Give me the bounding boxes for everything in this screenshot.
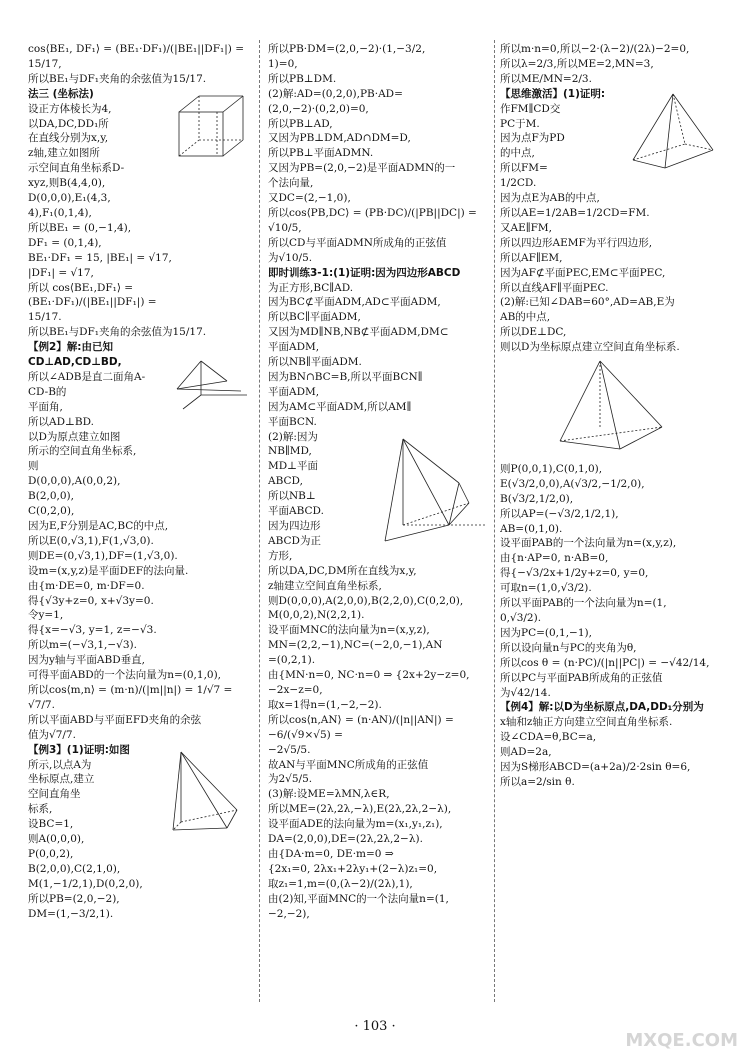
- text-line: MN=(2,2,−1),NC=(−2,0,−1),AN: [268, 639, 443, 652]
- text-line: 所以四边形AEMF为平行四边形,: [500, 236, 653, 249]
- text-line: 0,√3/2).: [500, 612, 542, 624]
- text-line: 所以PB=(2,0,−2),: [28, 892, 120, 905]
- watermark: [602, 994, 742, 1058]
- cube-figure: [172, 89, 252, 163]
- text-line: 个法向量,: [268, 177, 314, 190]
- text-line: 所以平面ABD与平面EFD夹角的余弦: [28, 713, 202, 726]
- text-line: 作FM∥CD交: [500, 102, 561, 115]
- text-line: 则A(0,0,0),: [28, 833, 85, 846]
- text-line: (2)解:已知∠DAB=60°,AD=AB,E为: [500, 296, 675, 309]
- text-line: 则: [28, 460, 39, 473]
- text-line: M(1,−1/2,1),D(0,2,0),: [28, 877, 143, 890]
- pyramid-figure-2: [624, 89, 722, 175]
- text-line: 所以PB·DM=(2,0,−2)·(1,−3/2,: [268, 43, 426, 55]
- text-line: z轴,建立如图所: [28, 147, 100, 160]
- text-line: (2)解:因为: [268, 430, 318, 443]
- col3-intro: [500, 42, 722, 87]
- practice-text: [268, 266, 490, 430]
- text-line: B(2,0,0),: [28, 490, 74, 503]
- text-line: =(0,2,1).: [268, 654, 316, 667]
- text-line: 为正方形,BC∥AD.: [268, 281, 354, 294]
- text-line: 为√10/5.: [268, 251, 313, 264]
- text-line: 所以∠ADB是直二面角A-CD-B的: [28, 370, 146, 398]
- text-line: 得{x=−√3, y=1, z=−√3.: [28, 624, 157, 637]
- text-line: 因为BC⊄平面ADM,AD⊂平面ADM,: [268, 296, 441, 309]
- text-line: 所以直线AF∥平面PEC.: [500, 281, 609, 294]
- text-line: 故AN与平面MNC所成角的正弦值: [268, 758, 429, 771]
- text-line: 所以PB⊥平面ADMN.: [268, 147, 374, 160]
- text-line: 【思维激活】(1)证明:: [500, 87, 606, 100]
- text-line: 所以BE₁ = (0,−1,4),: [28, 221, 132, 234]
- text-line: 所以CD与平面ADMN所成角的正弦值: [268, 236, 447, 249]
- text-line: 1)=0,: [268, 57, 298, 70]
- text-line: 所以 cos⟨BE₁,DF₁⟩ = (BE₁·DF₁)/(|BE₁||DF₁|) =: [28, 281, 157, 309]
- text-line: 得{−√3/2x+1/2y+z=0, y=0,: [500, 567, 649, 580]
- text-line: 所以ME=(2λ,2λ,−λ),E(2λ,2λ,2−λ),: [268, 803, 452, 816]
- text-line: 的中点,: [500, 147, 535, 160]
- text-line: 因为y轴与平面ABD垂直,: [28, 654, 145, 667]
- text-line: 设平面ADE的法向量为m=(x₁,y₁,z₁),: [268, 818, 443, 831]
- text-line: 因为点F为PD: [500, 132, 565, 145]
- text-line: 所以m·n=0,所以−2·(λ−2)/(2λ)−2=0,: [500, 43, 690, 55]
- text-line: 平面ADM,: [268, 341, 320, 354]
- text-line: DF₁ = (0,1,4),: [28, 236, 102, 249]
- tetra-figure-1: [170, 354, 252, 416]
- text-line: B(√3/2,1/2,0),: [500, 492, 574, 505]
- text-line: 令y=1,: [28, 609, 64, 622]
- column-right: [500, 42, 722, 1007]
- text-line: 示空间直角坐标系D-: [28, 162, 125, 175]
- text-line: 所以NB⊥: [268, 490, 316, 503]
- text-line: 1/2CD.: [500, 177, 537, 190]
- text-line: M(0,0,2),N(2,2,1).: [268, 609, 365, 622]
- text-line: 则P(0,0,1),C(0,1,0),: [500, 462, 603, 475]
- text-line: 因为E,F分别是AC,BC的中点,: [28, 520, 169, 532]
- text-line: 所以cos⟨PB,DC⟩ = (PB·DC)/(|PB||DC|) = √10/5,: [268, 206, 481, 234]
- text-line: 所以m=(−√3,1,−√3).: [28, 639, 137, 652]
- text-line: 所以BE₁与DF₁夹角的余弦值为15/17.: [28, 326, 207, 339]
- text-line: 所以λ=2/3,所以ME=2,MN=3,: [500, 57, 654, 70]
- example4-text: [500, 700, 722, 789]
- text-line: 【例3】(1)证明:如图: [28, 743, 130, 756]
- text-line: 所以FM=: [500, 162, 548, 175]
- text-line: 所以ME/MN=2/3.: [500, 72, 592, 85]
- col1-calc: [28, 221, 252, 340]
- text-line: BE₁·DF₁ = 15, |BE₁| = √17,: [28, 251, 172, 264]
- text-line: (2,0,−2)·(0,2,0)=0,: [268, 102, 369, 115]
- text-line: 则DE=(0,√3,1),DF=(1,√3,0).: [28, 549, 178, 562]
- text-line: (2)解:AD=(0,2,0),PB·AD=: [268, 87, 403, 100]
- text-line: 可得平面ABD的一个法向量为n=(0,1,0),: [28, 669, 222, 682]
- column-left: [28, 42, 252, 1007]
- text-line: 取x=1得n=(1,−2,−2).: [268, 698, 382, 711]
- text-line: DA=(2,0,0),DE=(2λ,2λ,2−λ).: [268, 833, 423, 846]
- col3-proof: [500, 191, 722, 355]
- text-line: B(2,0,0),C(2,1,0),: [28, 862, 121, 875]
- text-line: 得{√3y+z=0, x+√3y=0.: [28, 594, 154, 607]
- text-line: C(0,2,0),: [28, 505, 75, 518]
- text-line: ABCD为正: [268, 534, 321, 547]
- text-line: 由{MN·n=0, NC·n=0 ⇒ {2x+2y−z=0, −2x−z=0,: [268, 669, 473, 696]
- text-line: 所以E(0,√3,1),F(1,√3,0).: [28, 534, 154, 547]
- text-line: D(0,0,0),A(0,0,2),: [28, 475, 121, 488]
- text-line: 平面角,: [28, 400, 63, 413]
- text-line: cos⟨BE₁, DF₁⟩ = (BE₁·DF₁)/(|BE₁||DF₁|) = 15/17,: [28, 43, 248, 70]
- text-line: 又因为PB=(2,0,−2)是平面ADMN的一: [268, 162, 456, 175]
- text-line: 由{m·DE=0, m·DF=0.: [28, 579, 145, 592]
- text-line: 因为BN∩BC=B,所以平面BCN∥: [268, 370, 423, 383]
- text-line: ABCD,: [268, 475, 303, 488]
- text-line: 在直线分别为x,y,: [28, 132, 109, 145]
- text-line: 可取n=(1,0,√3/2).: [500, 582, 592, 595]
- text-line: AB的中点,: [500, 311, 551, 324]
- text-line: 所以BC∥平面ADM,: [268, 311, 361, 324]
- text-line: 设m=(x,y,z)是平面DEF的法向量.: [28, 564, 189, 577]
- text-line: 4),F₁(0,1,4),: [28, 206, 92, 219]
- text-line: 所以AE=1/2AB=1/2CD=FM.: [500, 206, 650, 219]
- text-line: 则D(0,0,0),A(2,0,0),B(2,2,0),C(0,2,0),: [268, 594, 464, 607]
- text-line: 所示,以点A为: [28, 758, 92, 771]
- text-line: 又因为PB⊥DM,AD∩DM=D,: [268, 132, 411, 145]
- text-line: x轴和z轴正方向建立空间直角坐标系.: [500, 716, 673, 729]
- text-line: 又AE∥FM,: [500, 221, 552, 234]
- text-line: z轴建立空间直角坐标系,: [268, 579, 382, 592]
- text-line: 法三 (坐标法): [28, 87, 94, 100]
- text-line: 取z₁=1,m=(0,(λ−2)/(2λ),1),: [268, 877, 413, 890]
- text-line: |DF₁| = √17,: [28, 266, 94, 279]
- column-divider-1: [259, 40, 260, 1002]
- text-line: 设正方体棱长为4,: [28, 102, 112, 115]
- text-line: 为√42/14.: [500, 686, 551, 699]
- col1-intro: [28, 42, 252, 87]
- text-line: 所示的空间直角坐标系,: [28, 445, 137, 458]
- text-line: 设BC=1,: [28, 818, 74, 831]
- column-middle: [268, 42, 490, 1007]
- text-line: 所以cos⟨n,AN⟩ = (n·AN)/(|n||AN|) = −6/(√9×√5) =: [268, 713, 458, 741]
- text-line: 则以D为坐标原点建立空间直角坐标系.: [500, 341, 680, 354]
- text-line: NB∥MD,: [268, 445, 312, 458]
- text-line: −2√5/5.: [268, 743, 311, 756]
- text-line: P(0,0,2),: [28, 847, 74, 860]
- col2-calc: [268, 564, 490, 922]
- text-line: 坐标原点,建立: [28, 773, 95, 786]
- text-line: 所以cos⟨m,n⟩ = (m·n)/(|m||n|) = 1/√7 = √7/7.: [28, 683, 236, 711]
- text-line: AB=(0,1,0).: [500, 522, 563, 535]
- column-divider-2: [494, 40, 495, 1002]
- text-line: 因为S梯形ABCD=(a+2a)/2·2sin θ=6,: [500, 761, 691, 774]
- text-line: 所以BE₁与DF₁夹角的余弦值为15/17.: [28, 72, 207, 85]
- watermark-text: MXQE.COM: [625, 1030, 738, 1052]
- text-line: 平面ABCD.: [268, 505, 324, 518]
- text-line: 以D为原点建立如图: [28, 430, 121, 443]
- text-line: 以DA,DC,DD₁所: [28, 117, 109, 130]
- text-line: 因为点E为AB的中点,: [500, 192, 600, 205]
- text-line: 因为AF⊄平面PEC,EM⊂平面PEC,: [500, 266, 666, 279]
- text-line: 由(2)知,平面MNC的一个法向量n=(1,: [268, 892, 449, 905]
- text-line: 设平面MNC的法向量为n=(x,y,z),: [268, 624, 430, 637]
- text-line: {2x₁=0, 2λx₁+2λy₁+(2−λ)z₁=0,: [268, 862, 438, 875]
- text-line: 平面ADM,: [268, 385, 320, 398]
- text-line: 所以平面PAB的一个法向量为n=(1,: [500, 597, 667, 610]
- text-line: D(0,0,0),E₁(4,3,: [28, 192, 111, 205]
- text-line: 为2√5/5.: [268, 773, 313, 786]
- pyramid-figure-1: [166, 745, 252, 837]
- text-line: PC于M.: [500, 117, 540, 130]
- text-line: 所以AD⊥BD.: [28, 415, 94, 428]
- page-number: · 103 ·: [354, 1019, 396, 1034]
- text-line: 所以DE⊥DC,: [500, 326, 567, 339]
- text-line: −2,−2),: [268, 907, 310, 920]
- text-line: 因为AM⊂平面ADM,所以AM∥: [268, 400, 412, 413]
- col2-intro: [268, 42, 490, 266]
- text-line: 又因为MD∥NB,NB⊄平面ADM,DM⊂: [268, 326, 449, 339]
- text-line: 因为PC=(0,1,−1),: [500, 626, 592, 639]
- text-line: E(√3/2,0,0),A(√3/2,−1/2,0),: [500, 477, 645, 490]
- text-line: 【例4】解:以D为坐标原点,DA,DD₁分别为: [500, 701, 704, 714]
- col3-calc: [500, 462, 722, 701]
- text-line: DM=(1,−3/2,1).: [28, 907, 114, 920]
- text-line: 所以PC与平面PAB所成角的正弦值: [500, 671, 663, 684]
- pyramid-figure-3: [550, 357, 722, 458]
- solid-figure-2: [378, 432, 490, 546]
- text-line: 由{DA·m=0, DE·m=0 ⇒: [268, 847, 394, 860]
- text-line: 即时训练3-1:(1)证明:因为四边形ABCD: [268, 266, 461, 279]
- text-line: 所以AP=(−√3/2,1/2,1),: [500, 507, 619, 520]
- text-line: 标系,: [28, 803, 53, 816]
- text-line: 平面BCN.: [268, 415, 317, 428]
- text-line: 方形,: [268, 549, 293, 562]
- text-line: 【例2】解:由已知CD⊥AD,CD⊥BD,: [28, 341, 122, 369]
- text-line: xyz,则B(4,4,0),: [28, 177, 106, 190]
- text-line: 则AD=2a,: [500, 746, 552, 759]
- text-line: 设平面PAB的一个法向量为n=(x,y,z),: [500, 537, 677, 550]
- text-line: (3)解:设ME=λMN,λ∈R,: [268, 788, 390, 801]
- text-line: 15/17.: [28, 311, 62, 324]
- text-line: 所以a=2/sin θ.: [500, 775, 575, 788]
- text-line: 所以PB⊥AD,: [268, 117, 333, 130]
- text-line: 所以AF∥EM,: [500, 251, 563, 264]
- text-line: 所以cos θ = (n·PC)/(|n||PC|) = −√42/14,: [500, 656, 710, 669]
- text-line: 所以DA,DC,DM所在直线为x,y,: [268, 564, 417, 577]
- text-line: 由{n·AP=0, n·AB=0,: [500, 552, 609, 565]
- text-line: 又DC=(2,−1,0),: [268, 192, 351, 205]
- text-line: MD⊥平面: [268, 460, 319, 473]
- text-line: 因为四边形: [268, 520, 321, 532]
- text-line: 值为√7/7.: [28, 728, 76, 741]
- text-line: 所以设向量n与PC的夹角为θ,: [500, 641, 637, 654]
- text-line: 所以PB⊥DM.: [268, 72, 337, 85]
- text-line: 设∠CDA=θ,BC=a,: [500, 731, 597, 744]
- text-line: 所以NB∥平面ADM.: [268, 356, 362, 369]
- text-line: 空间直角坐: [28, 788, 81, 801]
